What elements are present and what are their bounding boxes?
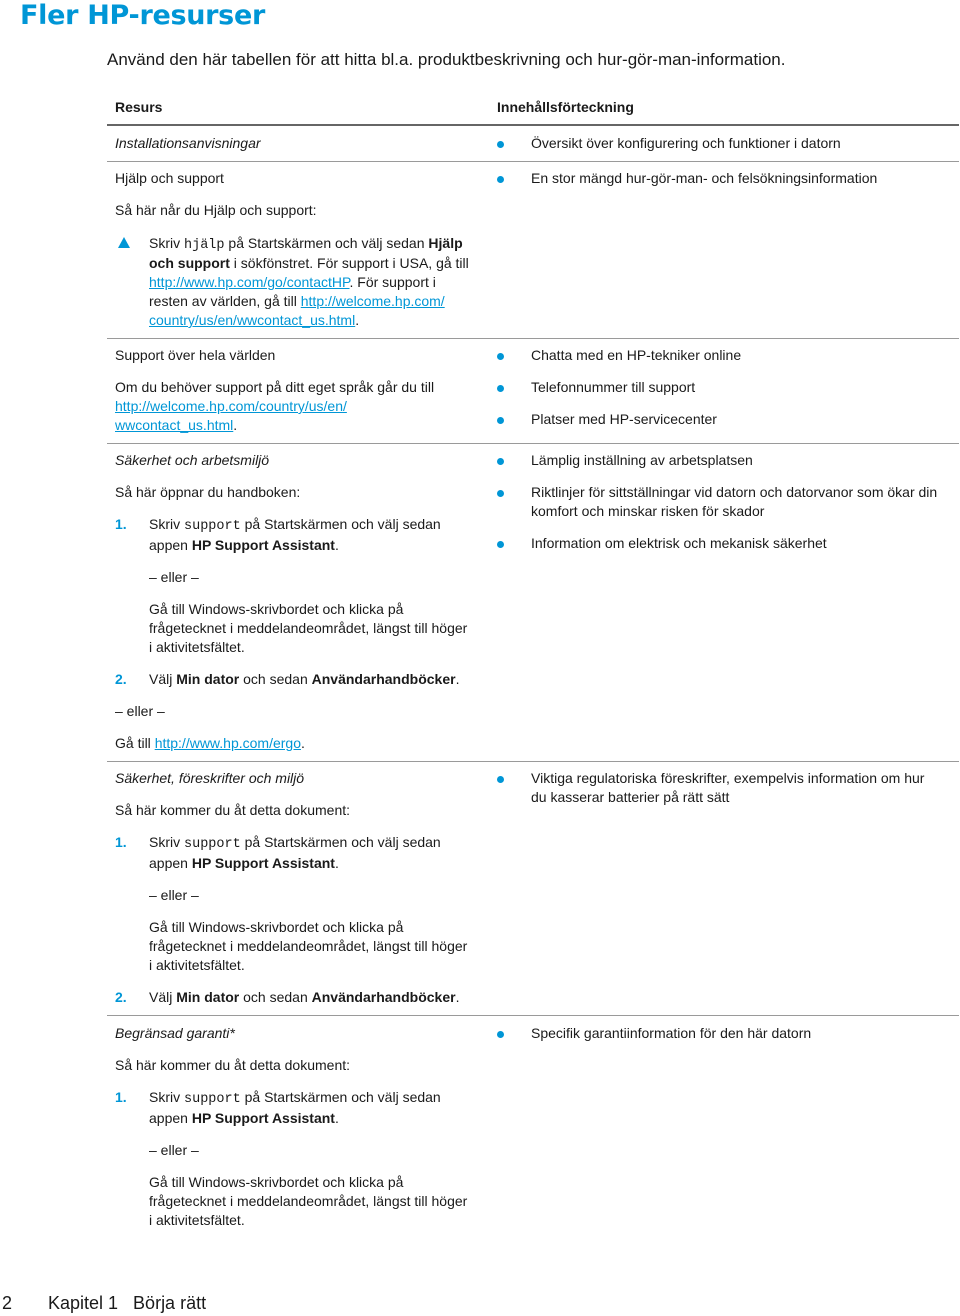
bullet-icon — [497, 385, 504, 392]
regulatory-alt: i aktivitetsfältet. — [149, 957, 245, 973]
warranty-step1: Skriv support på Startskärmen och välj sedan — [149, 1089, 441, 1107]
safety-step2: Välj Min dator och sedan Användarhandböcker. — [149, 671, 460, 687]
page-title: Fler HP-resurser — [20, 0, 265, 31]
welcome-hp-link-cont[interactable]: country/us/en/wwcontact_us.html — [149, 312, 356, 328]
safety-bullet: Riktlinjer för sittställningar vid datorn och datorvanor som ökar din — [531, 484, 938, 500]
help-step-line: country/us/en/wwcontact_us.html. — [149, 312, 360, 328]
safety-step1: Skriv support på Startskärmen och välj sedan — [149, 516, 441, 534]
step-number: 2. — [115, 671, 127, 687]
row-divider — [107, 338, 959, 339]
safety-open-text: Så här öppnar du handboken: — [115, 484, 301, 500]
regulatory-step1-cont: appen HP Support Assistant. — [149, 855, 339, 871]
column-header-resource: Resurs — [115, 99, 163, 115]
help-step-line: Skriv hjälp på Startskärmen och välj sedan Hjälp — [149, 235, 463, 253]
chapter-footer: Kapitel 1 Börja rätt — [48, 1293, 207, 1313]
welcome-hp-link[interactable]: http://welcome.hp.com/ — [300, 293, 445, 309]
page-number: 2 — [2, 1293, 13, 1313]
warranty-bullet: Specifik garantiinformation för den här datorn — [531, 1025, 812, 1041]
resource-regulatory: Säkerhet, föreskrifter och miljö — [115, 770, 305, 786]
bullet-icon — [497, 176, 504, 183]
welcome-hp-country-link-cont[interactable]: wwcontact_us.html — [115, 417, 234, 433]
step-number: 2. — [115, 989, 127, 1005]
safety-step1-cont: appen HP Support Assistant. — [149, 537, 339, 553]
regulatory-alt: frågetecknet i meddelandeområdet, längst till höger — [149, 938, 468, 954]
warranty-alt: frågetecknet i meddelandeområdet, längst till höger — [149, 1193, 468, 1209]
header-divider — [107, 124, 959, 126]
safety-goto: Gå till http://www.hp.com/ergo. — [115, 735, 305, 751]
regulatory-step1: Skriv support på Startskärmen och välj sedan — [149, 834, 441, 852]
welcome-hp-country-link[interactable]: http://welcome.hp.com/country/us/en/ — [115, 398, 347, 414]
warranty-access: Så här kommer du åt detta dokument: — [115, 1057, 351, 1073]
regulatory-step2: Välj Min dator och sedan Användarhandböcker. — [149, 989, 460, 1005]
or-separator: – eller – — [149, 887, 199, 903]
hp-ergo-link[interactable]: http://www.hp.com/ergo — [154, 735, 301, 751]
resource-worldwide: Support över hela världen — [115, 347, 276, 363]
worldwide-link-line: wwcontact_us.html. — [115, 417, 238, 433]
help-access-text: Så här når du Hjälp och support: — [115, 202, 317, 218]
regulatory-alt: Gå till Windows-skrivbordet och klicka på — [149, 919, 404, 935]
bullet-icon — [497, 417, 504, 424]
intro-text: Använd den här tabellen för att hitta bl.a. produktbeskrivning och hur-gör-man-information. — [107, 50, 786, 69]
or-separator: – eller – — [115, 703, 165, 719]
safety-bullet-cont: komfort och minskar risken för skador — [531, 503, 765, 519]
worldwide-bullet: Platser med HP-servicecenter — [531, 411, 717, 427]
or-separator: – eller – — [149, 1142, 199, 1158]
bullet-icon — [497, 541, 504, 548]
help-step-line: http://www.hp.com/go/contactHP. För support i — [149, 274, 436, 290]
worldwide-bullet: Telefonnummer till support — [531, 379, 696, 395]
resource-installation: Installationsanvisningar — [115, 135, 261, 151]
safety-alt: i aktivitetsfältet. — [149, 639, 245, 655]
or-separator: – eller – — [149, 569, 199, 585]
regulatory-bullet: Viktiga regulatoriska föreskrifter, exempelvis information om hur — [531, 770, 925, 786]
row-divider — [107, 761, 959, 762]
safety-bullet: Information om elektrisk och mekanisk säkerhet — [531, 535, 827, 551]
help-step-line: och support i sökfönstret. För support i USA, gå till — [149, 255, 469, 271]
warranty-step1-cont: appen HP Support Assistant. — [149, 1110, 339, 1126]
bullet-icon — [497, 141, 504, 148]
bullet-icon — [497, 458, 504, 465]
regulatory-access: Så här kommer du åt detta dokument: — [115, 802, 351, 818]
row-divider — [107, 161, 959, 162]
step-number: 1. — [115, 1089, 127, 1105]
resource-safety: Säkerhet och arbetsmiljö — [115, 452, 270, 468]
bullet-icon — [497, 490, 504, 497]
help-step-line: resten av världen, gå till http://welcome.hp.com/ — [149, 293, 445, 309]
resource-warranty: Begränsad garanti* — [115, 1025, 235, 1041]
bullet-icon — [497, 1031, 504, 1038]
warranty-alt: i aktivitetsfältet. — [149, 1212, 245, 1228]
column-header-contents: Innehållsförteckning — [497, 99, 634, 115]
worldwide-link-line — [115, 397, 347, 416]
warranty-alt: Gå till Windows-skrivbordet och klicka på — [149, 1174, 404, 1190]
step-number: 1. — [115, 834, 127, 850]
regulatory-bullet-cont: du kasserar batterier på rätt sätt — [531, 789, 730, 805]
install-bullet: Översikt över konfigurering och funktioner i datorn — [531, 135, 841, 151]
worldwide-bullet: Chatta med en HP-tekniker online — [531, 347, 742, 363]
resource-help: Hjälp och support — [115, 170, 224, 186]
safety-alt: Gå till Windows-skrivbordet och klicka på — [149, 601, 404, 617]
bullet-icon — [497, 353, 504, 360]
row-divider — [107, 443, 959, 444]
help-bullet: En stor mängd hur-gör-man- och felsökningsinformation — [531, 170, 878, 186]
bullet-icon — [497, 776, 504, 783]
safety-bullet: Lämplig inställning av arbetsplatsen — [531, 452, 753, 468]
row-divider — [107, 1015, 959, 1016]
contact-hp-link[interactable]: http://www.hp.com/go/contactHP — [149, 274, 350, 290]
safety-alt: frågetecknet i meddelandeområdet, längst till höger — [149, 620, 468, 636]
worldwide-desc: Om du behöver support på ditt eget språk går du till — [115, 379, 435, 395]
triangle-step-icon — [118, 237, 130, 248]
step-number: 1. — [115, 516, 127, 532]
